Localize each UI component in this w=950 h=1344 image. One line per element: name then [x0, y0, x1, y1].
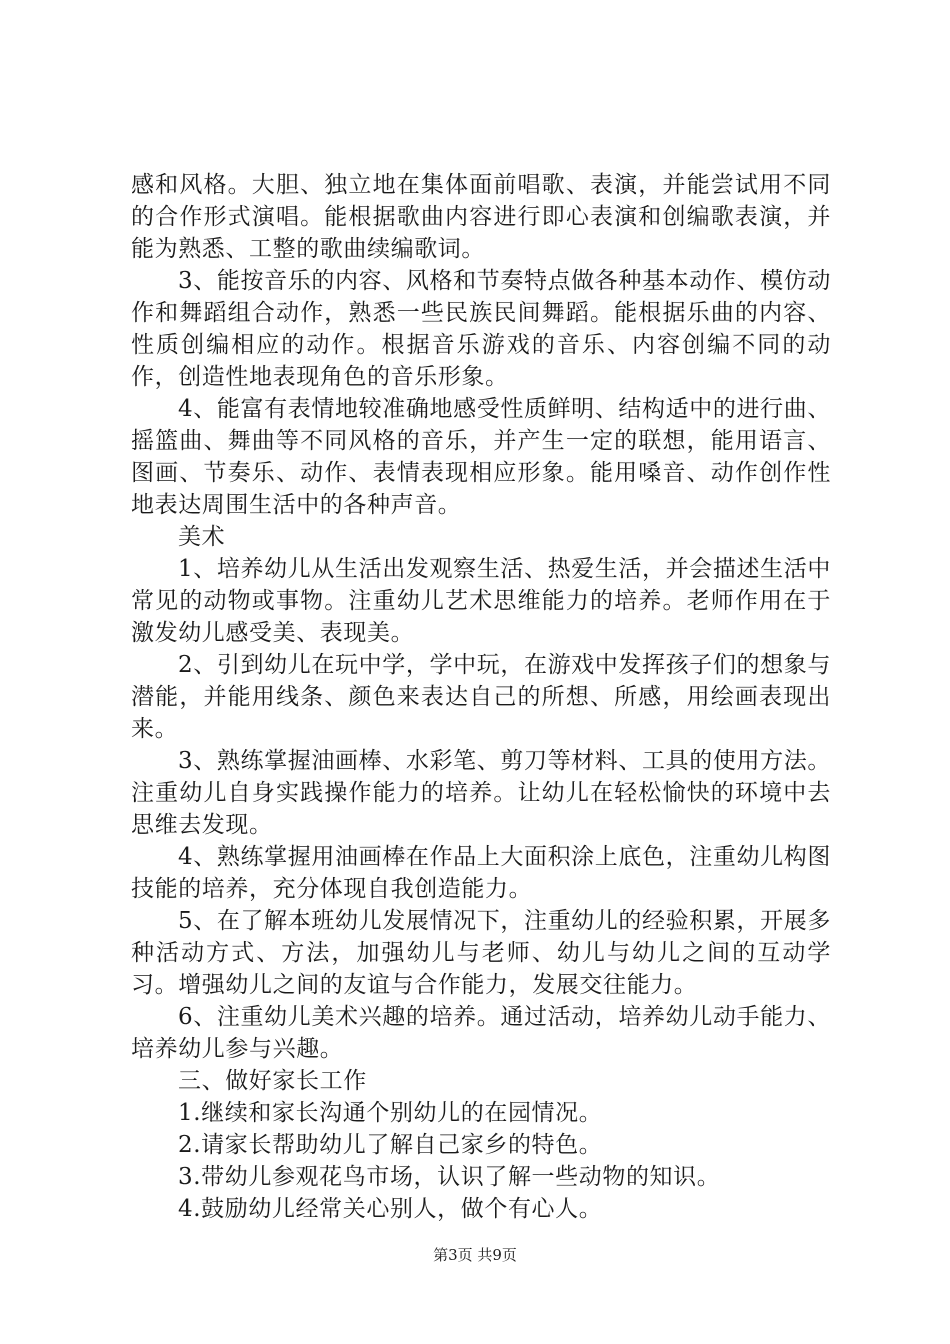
list-item-3: 3.带幼儿参观花鸟市场，认识了解一些动物的知识。 [178, 1164, 721, 1190]
section-heading-parents: 三、做好家长工作 [178, 1068, 367, 1094]
paragraph-6: 2、引到幼儿在玩中学，学中玩，在游戏中发挥孩子们的想象与潜能，并能用线条、颜色来表达自己的所想、所感，用绘画表现出来。 [131, 652, 831, 742]
paragraph-8: 4、熟练掌握用油画棒在作品上大面积涂上底色，注重幼儿构图技能的培养，充分体现自我创造能力。 [131, 844, 831, 902]
paragraph-5: 1、培养幼儿从生活出发观察生活、热爱生活，并会描述生活中常见的动物或事物。注重幼儿艺术思维能力的培养。老师作用在于激发幼儿感受美、表现美。 [131, 556, 831, 646]
document-body [131, 169, 831, 1225]
page-footer: 第3页 共9页 [433, 1246, 517, 1264]
paragraph-1: 感和风格。大胆、独立地在集体面前唱歌、表演，并能尝试用不同的合作形式演唱。能根据歌曲内容进行即心表演和创编歌表演，并能为熟悉、工整的歌曲续编歌词。 [131, 172, 831, 262]
paragraph-10: 6、注重幼儿美术兴趣的培养。通过活动，培养幼儿动手能力、培养幼儿参与兴趣。 [131, 1004, 831, 1062]
paragraph-9: 5、在了解本班幼儿发展情况下，注重幼儿的经验积累，开展多种活动方式、方法，加强幼儿与老师、幼儿与幼儿之间的互动学习。增强幼儿之间的友谊与合作能力，发展交往能力。 [131, 908, 831, 998]
list-item-1: 1.继续和家长沟通个别幼儿的在园情况。 [178, 1100, 603, 1126]
list-item-2: 2.请家长帮助幼儿了解自己家乡的特色。 [178, 1132, 603, 1158]
paragraph-3: 4、能富有表情地较准确地感受性质鲜明、结构适中的进行曲、摇篮曲、舞曲等不同风格的音乐，并产生一定的联想，能用语言、图画、节奏乐、动作、表情表现相应形象。能用嗓音、动作创作性地表达周围生活中的各种声音。 [131, 396, 831, 518]
list-item-4: 4.鼓励幼儿经常关心别人，做个有心人。 [178, 1196, 603, 1222]
paragraph-2: 3、能按音乐的内容、风格和节奏特点做各种基本动作、模仿动作和舞蹈组合动作，熟悉一些民族民间舞蹈。能根据乐曲的内容、性质创编相应的动作。根据音乐游戏的音乐、内容创编不同的动作，创造性地表现角色的音乐形象。 [131, 268, 831, 390]
paragraph-7: 3、熟练掌握油画棒、水彩笔、剪刀等材料、工具的使用方法。注重幼儿自身实践操作能力的培养。让幼儿在轻松愉快的环境中去思维去发现。 [131, 748, 831, 838]
section-heading-art: 美术 [178, 524, 226, 550]
